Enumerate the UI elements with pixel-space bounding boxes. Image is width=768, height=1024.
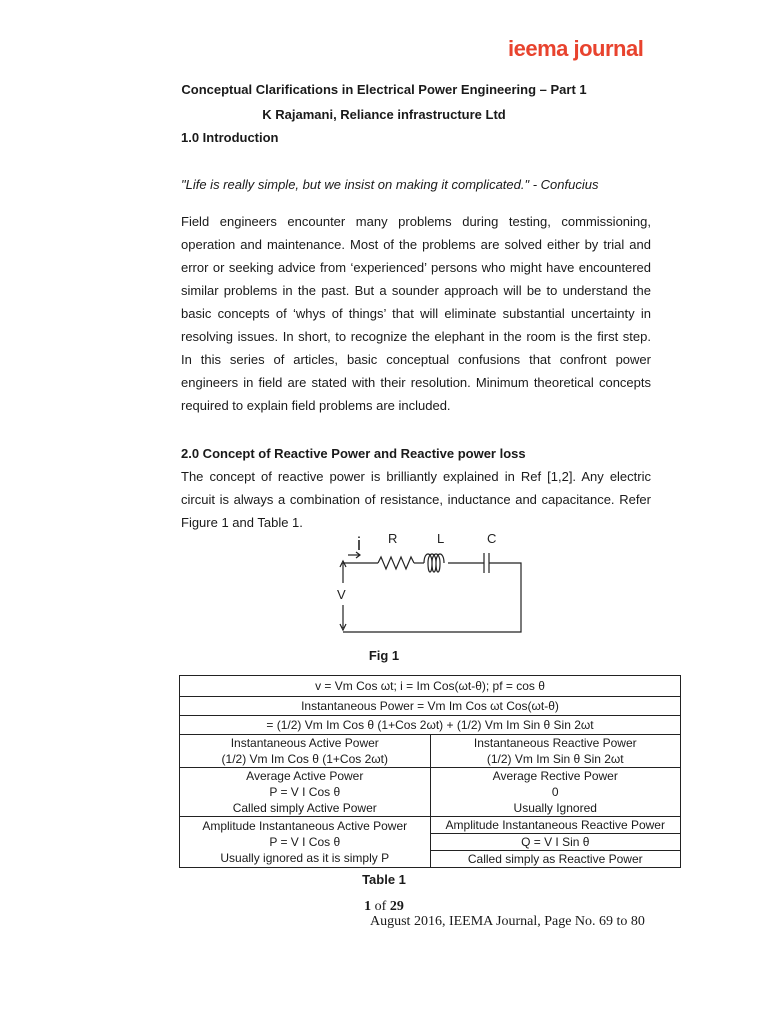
table-cell	[430, 768, 681, 817]
article-title: Conceptual Clarifications in Electrical Power Engineering – Part 1	[181, 82, 587, 97]
table-caption: Table 1	[362, 872, 406, 887]
inductor-symbol	[424, 554, 444, 572]
paragraph-line: Figure 1 and Table 1.	[181, 515, 303, 530]
cell-equation: P = V I Cos θ	[269, 785, 341, 799]
page-total: 29	[389, 899, 404, 914]
cell-note: Usually ignored as it is simply P	[220, 851, 390, 865]
capacitor-symbol	[484, 553, 489, 573]
page-number	[0, 899, 768, 915]
table-row	[180, 817, 681, 834]
table-cell	[180, 817, 431, 868]
inductor-label: L	[437, 531, 445, 546]
cell-title: Instantaneous Active Power	[230, 736, 379, 750]
table-cell	[430, 735, 681, 768]
citation-footer: August 2016, IEEMA Journal, Page No. 69 to 80	[370, 914, 645, 929]
table-row	[180, 697, 681, 716]
paragraph-line: required to explain field problems are included.	[181, 398, 451, 413]
table-cell: Amplitude Instantaneous Reactive Power	[430, 817, 681, 834]
section-1-heading: 1.0 Introduction	[181, 130, 279, 145]
cell-title: Average Active Power	[246, 769, 364, 783]
paragraph-line: basic concepts of ‘whys of things’ that will eliminate substantial uncertainty in	[181, 306, 651, 321]
paragraph-line: The concept of reactive power is brilliantly explained in Ref [1,2]. Any electric	[181, 469, 651, 484]
cell-equation: (1/2) Vm Im Sin θ Sin 2ωt	[486, 752, 624, 766]
quote: "Life is really simple, but we insist on making it complicated." - Confucius	[181, 177, 599, 192]
capacitor-label: C	[487, 531, 497, 546]
section-2-heading: 2.0 Concept of Reactive Power and Reactive power loss	[181, 446, 526, 461]
table-cell: Called simply as Reactive Power	[430, 851, 681, 868]
paragraph-line: circuit is always a combination of resistance, inductance and capacitance. Refer	[181, 492, 651, 507]
cell-equation: (1/2) Vm Im Cos θ (1+Cos 2ωt)	[221, 752, 388, 766]
current-label: i	[357, 534, 361, 554]
table-row	[180, 716, 681, 735]
table-row	[180, 768, 681, 817]
paragraph-line: similar problems in the past. But a sounder approach will be to understand the	[181, 283, 651, 298]
intro-paragraph	[181, 210, 651, 417]
paragraph-line: In this series of articles, basic conceptual confusions that confront power	[181, 352, 651, 367]
table-cell	[180, 735, 431, 768]
cell-note: Usually Ignored	[513, 801, 597, 815]
paragraph-line: Field engineers encounter many problems during testing, commissioning,	[181, 214, 651, 229]
page-of: of	[374, 899, 387, 914]
paragraph-line: error or seeking advice from ‘experienced’ persons who might have encountered	[181, 260, 651, 275]
page-current: 1	[364, 899, 372, 914]
power-table	[179, 675, 681, 868]
cell-title: Amplitude Instantaneous Active Power	[202, 819, 408, 833]
voltage-label: V	[337, 587, 346, 602]
cell-equation: 0	[551, 785, 559, 799]
rlc-circuit-diagram	[330, 525, 530, 640]
resistor-label: R	[388, 531, 398, 546]
table-row	[180, 676, 681, 697]
paragraph-line: operation and maintenance. Most of the problems are solved either by trial and	[181, 237, 651, 252]
table-row	[180, 735, 681, 768]
cell-title: Instantaneous Reactive Power	[473, 736, 637, 750]
cell-title: Average Rective Power	[492, 769, 618, 783]
table-cell	[180, 768, 431, 817]
table-cell: v = Vm Cos ωt; i = Im Cos(ωt-θ); pf = cos θ	[180, 676, 681, 697]
cell-equation: P = V I Cos θ	[269, 835, 341, 849]
ieema-journal-logo: ieema journal	[508, 36, 644, 61]
table-cell: Q = V I Sin θ	[430, 834, 681, 851]
resistor-symbol	[378, 557, 414, 569]
wire-return	[343, 563, 521, 632]
paragraph-line: resolving issues. In short, to recognize the elephant in the room is the first step.	[181, 329, 651, 344]
table-cell: = (1/2) Vm Im Cos θ (1+Cos 2ωt) + (1/2) Vm Im Sin θ Sin 2ωt	[180, 716, 681, 735]
figure-caption: Fig 1	[368, 648, 400, 663]
section-2-paragraph	[181, 465, 651, 534]
author-line: K Rajamani, Reliance infrastructure Ltd	[262, 107, 506, 122]
table-cell: Instantaneous Power = Vm Im Cos ωt Cos(ωt-θ)	[180, 697, 681, 716]
cell-note: Called simply Active Power	[232, 801, 377, 815]
paragraph-line: engineers in field are stated with their resolution. Minimum theoretical concepts	[181, 375, 651, 390]
